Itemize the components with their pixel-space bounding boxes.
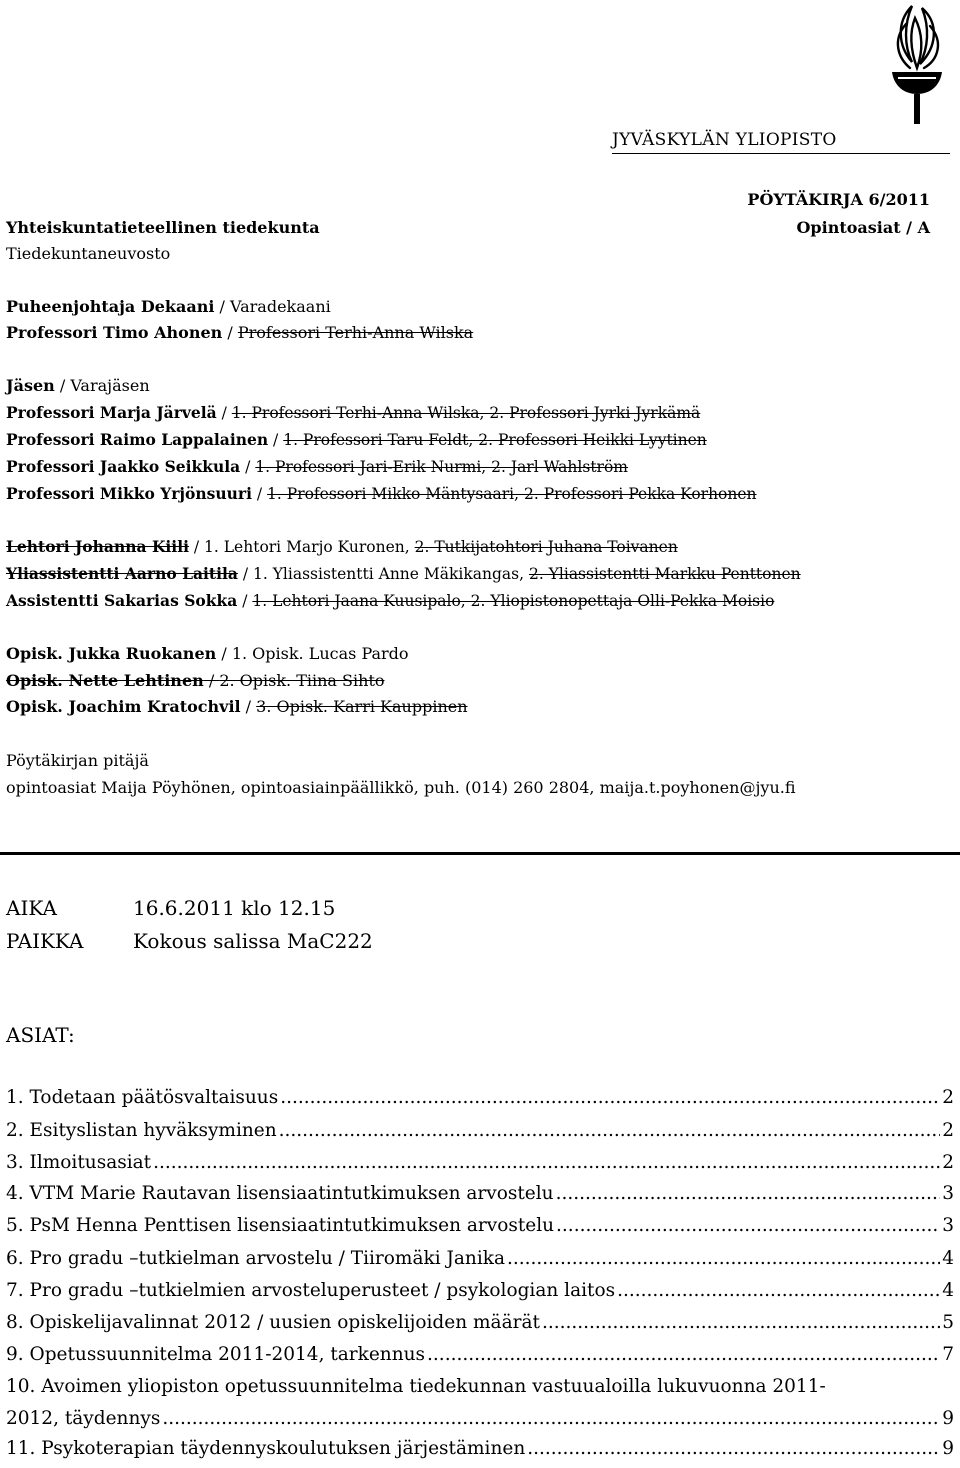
toc-title: 2012, täydennys xyxy=(6,1408,161,1429)
toc-item[interactable] xyxy=(6,1280,954,1301)
toc-title: 11. Psykoterapian täydennyskoulutuksen järjestäminen xyxy=(6,1438,526,1459)
member-separator: / xyxy=(188,538,205,556)
toc-item[interactable] xyxy=(6,1248,954,1269)
member-deputies: 1. Professori Jari-Erik Nurmi, 2. Jarl Wahlström xyxy=(255,458,628,476)
toc-leader xyxy=(556,1215,940,1236)
toc-leader xyxy=(279,1120,941,1141)
toc-title: 2. Esityslistan hyväksyminen xyxy=(6,1120,277,1141)
member-deputies: 1. Professori Taru Feldt, 2. Professori Heikki Lyytinen xyxy=(283,431,707,449)
chair-separator: / xyxy=(222,323,238,342)
member-name: Yliassistentti Aarno Laitila xyxy=(6,564,238,583)
toc-title: 6. Pro gradu –tutkielman arvostelu / Tiiromäki Janika xyxy=(6,1248,506,1269)
section-divider xyxy=(0,852,960,855)
member-separator: / xyxy=(268,431,284,449)
chair-name: Professori Timo Ahonen xyxy=(6,323,223,342)
toc-leader xyxy=(542,1312,940,1333)
member-name: Professori Jaakko Seikkula xyxy=(6,457,241,476)
toc-title: 1. Todetaan päätösvaltaisuus xyxy=(6,1087,279,1108)
toc-title: 5. PsM Henna Penttisen lisensiaatintutkimuksen arvostelu xyxy=(6,1215,555,1236)
member-name: Professori Raimo Lappalainen xyxy=(6,430,269,449)
toc-title: 9. Opetussuunnitelma 2011-2014, tarkennus xyxy=(6,1344,426,1365)
toc-title: 3. Ilmoitusasiat xyxy=(6,1152,152,1173)
toc-page: 2 xyxy=(942,1152,954,1173)
toc-page: 9 xyxy=(942,1438,954,1459)
member-row xyxy=(6,485,757,503)
member-deputies: 1. Professori Mikko Mäntysaari, 2. Professori Pekka Korhonen xyxy=(267,485,757,503)
toc-page: 7 xyxy=(942,1344,954,1365)
toc-title-first-line[interactable]: 10. Avoimen yliopiston opetussuunnitelma tiedekunnan vastuualoilla lukuvuonna 2011- xyxy=(6,1376,826,1397)
document-category: Opintoasiat / A xyxy=(796,218,930,237)
member-deputies: 1. Professori Terhi-Anna Wilska, 2. Professori Jyrki Jyrkämä xyxy=(231,404,701,422)
toc-page: 2 xyxy=(942,1120,954,1141)
member-separator: / xyxy=(251,485,268,503)
member-heading xyxy=(6,377,150,395)
secretary-heading: Pöytäkirjan pitäjä xyxy=(6,751,149,770)
toc-leader xyxy=(162,1408,940,1429)
toc-page: 4 xyxy=(942,1280,954,1301)
toc-page: 2 xyxy=(942,1087,954,1108)
member-name: Professori Mikko Yrjönsuuri xyxy=(6,484,252,503)
toc-item[interactable] xyxy=(6,1312,954,1333)
time-label: AIKA xyxy=(6,896,57,920)
toc-item[interactable] xyxy=(6,1215,954,1236)
deputy: 2. Opisk. Tiina Sihto xyxy=(219,671,385,690)
chair-heading-deputy: / Varadekaani xyxy=(214,297,331,316)
deputy-second: 2. Yliassistentti Markku Penttonen xyxy=(528,565,801,583)
secretary-details: opintoasiat Maija Pöyhönen, opintoasiainpäällikkö, puh. (014) 260 2804, maija.t.poyhonen@jyu.fi xyxy=(6,778,796,797)
toc-leader xyxy=(527,1438,940,1459)
toc-page: 9 xyxy=(942,1408,954,1429)
place-label: PAIKKA xyxy=(6,929,84,953)
member-row xyxy=(6,404,700,422)
member-separator: / xyxy=(203,671,220,690)
toc-leader xyxy=(617,1280,940,1301)
toc-item[interactable] xyxy=(6,1152,954,1173)
toc-item[interactable] xyxy=(6,1344,954,1365)
chair-heading xyxy=(6,298,331,316)
member-row xyxy=(6,431,707,449)
member-heading-main: Jäsen xyxy=(6,376,55,395)
member-heading-deputy: / Varajäsen xyxy=(54,376,150,395)
toc-leader xyxy=(280,1087,940,1108)
member-name: Opisk. Joachim Kratochvil xyxy=(6,697,241,716)
chair-heading-main: Puheenjohtaja Dekaani xyxy=(6,297,215,316)
member-row xyxy=(6,458,628,476)
council-name: Tiedekuntaneuvosto xyxy=(6,244,171,263)
student-row xyxy=(6,645,409,663)
student-row xyxy=(6,672,385,690)
deputy: 1. Opisk. Lucas Pardo xyxy=(231,644,409,663)
toc-title: 8. Opiskelijavalinnat 2012 / uusien opiskelijoiden määrät xyxy=(6,1312,540,1333)
member-separator: / xyxy=(237,592,253,610)
document-type: PÖYTÄKIRJA 6/2011 xyxy=(747,190,930,209)
time-value: 16.6.2011 klo 12.15 xyxy=(133,896,336,920)
member-name: Assistentti Sakarias Sokka xyxy=(6,591,238,610)
teacher-row xyxy=(6,592,774,610)
member-separator: / xyxy=(240,458,256,476)
deputy-first: 1. Yliassistentti Anne Mäkikangas, xyxy=(252,565,529,583)
toc-item[interactable] xyxy=(6,1087,954,1108)
toc-leader xyxy=(507,1248,940,1269)
toc-title: 4. VTM Marie Rautavan lisensiaatintutkimuksen arvostelu xyxy=(6,1183,554,1204)
topics-heading: ASIAT: xyxy=(6,1023,75,1047)
member-name: Professori Marja Järvelä xyxy=(6,403,217,422)
teacher-row xyxy=(6,565,801,583)
member-separator: / xyxy=(216,404,232,422)
toc-leader xyxy=(556,1183,941,1204)
chair-row xyxy=(6,324,473,342)
student-row xyxy=(6,698,468,716)
faculty-name: Yhteiskuntatieteellinen tiedekunta xyxy=(6,218,320,237)
toc-page: 3 xyxy=(942,1215,954,1236)
member-separator: / xyxy=(240,697,257,716)
chair-deputy: Professori Terhi-Anna Wilska xyxy=(237,323,474,342)
toc-leader xyxy=(153,1152,940,1173)
deputy-second: 2. Tutkijatohtori Juhana Toivanen xyxy=(414,538,678,556)
member-name: Opisk. Jukka Ruokanen xyxy=(6,644,217,663)
deputy-first: 1. Lehtori Jaana Kuusipalo, 2. Yliopistonopettaja Olli-Pekka Moisio xyxy=(252,592,775,610)
member-name: Opisk. Nette Lehtinen xyxy=(6,671,204,690)
university-name: JYVÄSKYLÄN YLIOPISTO xyxy=(612,130,950,154)
deputy: 3. Opisk. Karri Kauppinen xyxy=(256,697,468,716)
teacher-row xyxy=(6,538,678,556)
deputy-first: 1. Lehtori Marjo Kuronen, xyxy=(204,538,415,556)
toc-leader xyxy=(427,1344,940,1365)
toc-item[interactable] xyxy=(6,1408,954,1429)
toc-page: 5 xyxy=(942,1312,954,1333)
toc-page: 4 xyxy=(942,1248,954,1269)
toc-item[interactable] xyxy=(6,1183,954,1204)
toc-item[interactable] xyxy=(6,1438,954,1459)
member-name: Lehtori Johanna Kiili xyxy=(6,537,189,556)
toc-title: 7. Pro gradu –tutkielmien arvosteluperusteet / psykologian laitos xyxy=(6,1280,616,1301)
toc-page: 3 xyxy=(942,1183,954,1204)
place-value: Kokous salissa MaC222 xyxy=(133,929,373,953)
member-separator: / xyxy=(216,644,232,663)
member-separator: / xyxy=(237,565,253,583)
university-torch-logo xyxy=(882,2,952,127)
toc-item[interactable] xyxy=(6,1120,954,1141)
